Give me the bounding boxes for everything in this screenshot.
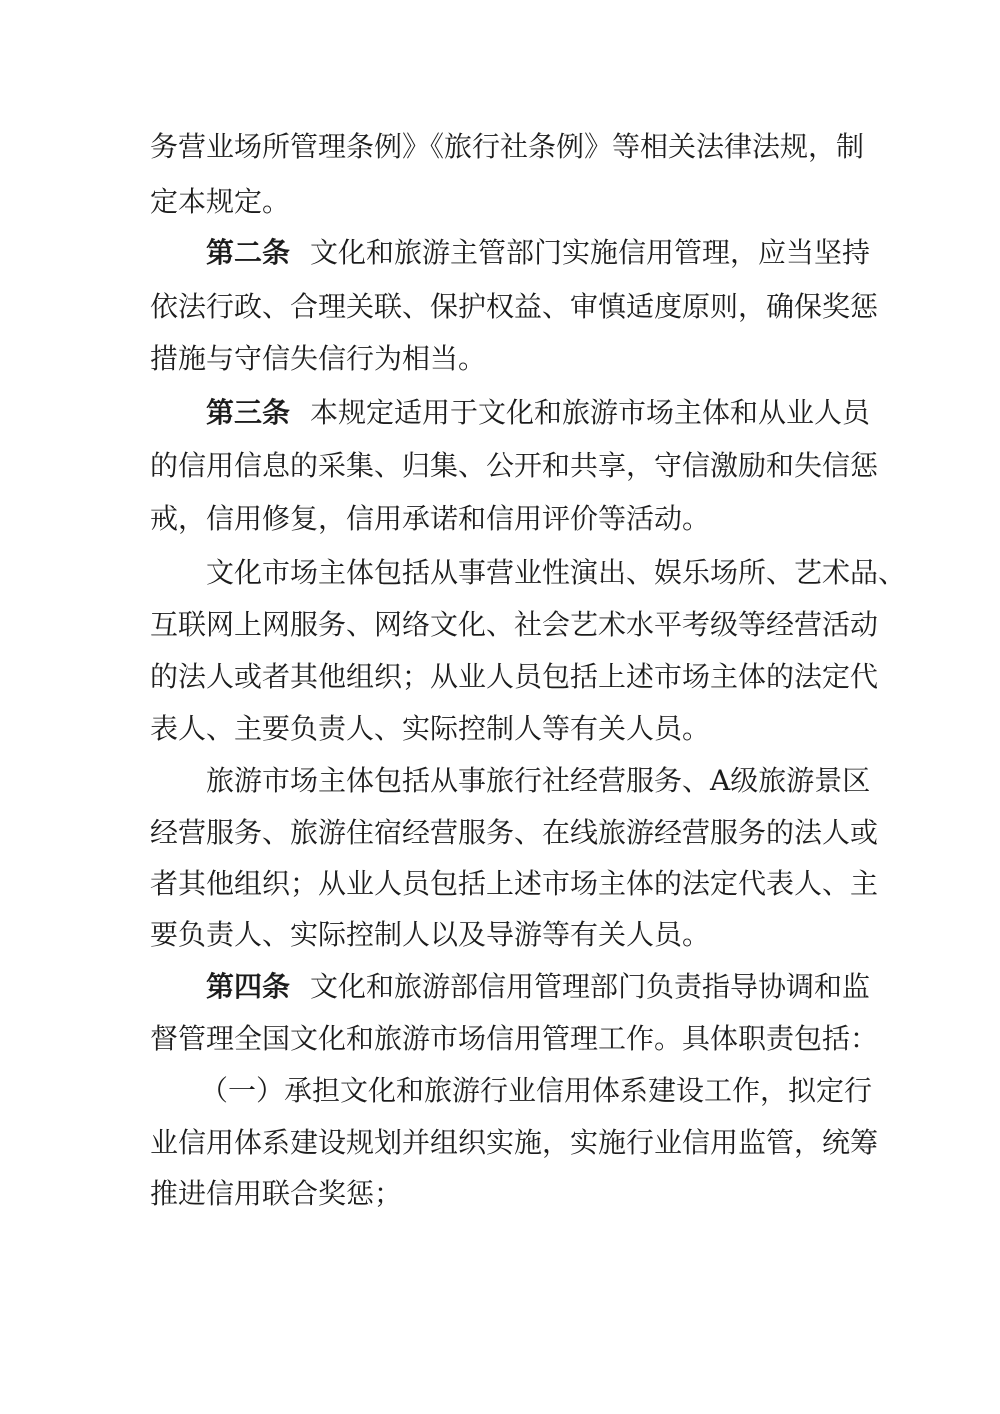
text-line: 督管理全国文化和旅游市场信用管理工作。具体职责包括： — [150, 1022, 879, 1055]
article-heading: 第四条 — [206, 970, 291, 1003]
text-line: 表人、主要负责人、实际控制人等有关人员。 — [150, 712, 711, 745]
text-line: 经营服务、旅游住宿经营服务、在线旅游经营服务的法人或 — [150, 816, 879, 849]
text-line: 措施与守信失信行为相当。 — [150, 342, 487, 375]
text-line: 定本规定。 — [150, 185, 291, 218]
text-line: 者其他组织；从业人员包括上述市场主体的法定代表人、主 — [150, 867, 879, 900]
text-line: 文化市场主体包括从事营业性演出、娱乐场所、艺术品、 — [206, 556, 907, 589]
article-heading: 第三条 — [206, 396, 291, 429]
article-first-line — [206, 233, 871, 273]
text-line: 戒，信用修复，信用承诺和信用评价等活动。 — [150, 502, 711, 535]
text-line: 本规定适用于文化和旅游市场主体和从业人员 — [310, 396, 871, 429]
text-line: 依法行政、合理关联、保护权益、审慎适度原则，确保奖惩 — [150, 290, 879, 323]
article-first-line — [206, 393, 871, 433]
text-line: 务营业场所管理条例》《旅行社条例》等相关法律法规，制 — [150, 130, 865, 163]
text-line: （一）承担文化和旅游行业信用体系建设工作，拟定行 — [200, 1074, 873, 1107]
text-line: 的信用信息的采集、归集、公开和共享，守信激励和失信惩 — [150, 449, 879, 482]
text-line: 的法人或者其他组织；从业人员包括上述市场主体的法定代 — [150, 660, 879, 693]
text-line: 旅游市场主体包括从事旅行社经营服务、A级旅游景区 — [206, 764, 871, 797]
text-line: 推进信用联合奖惩； — [150, 1177, 403, 1210]
text-line: 文化和旅游主管部门实施信用管理，应当坚持 — [310, 236, 871, 269]
article-heading: 第二条 — [206, 236, 291, 269]
text-line: 互联网上网服务、网络文化、社会艺术水平考级等经营活动 — [150, 608, 879, 641]
text-line: 要负责人、实际控制人以及导游等有关人员。 — [150, 918, 711, 951]
text-line: 业信用体系建设规划并组织实施，实施行业信用监管，统筹 — [150, 1126, 879, 1159]
text-line: 文化和旅游部信用管理部门负责指导协调和监 — [310, 970, 871, 1003]
article-first-line — [206, 967, 871, 1007]
